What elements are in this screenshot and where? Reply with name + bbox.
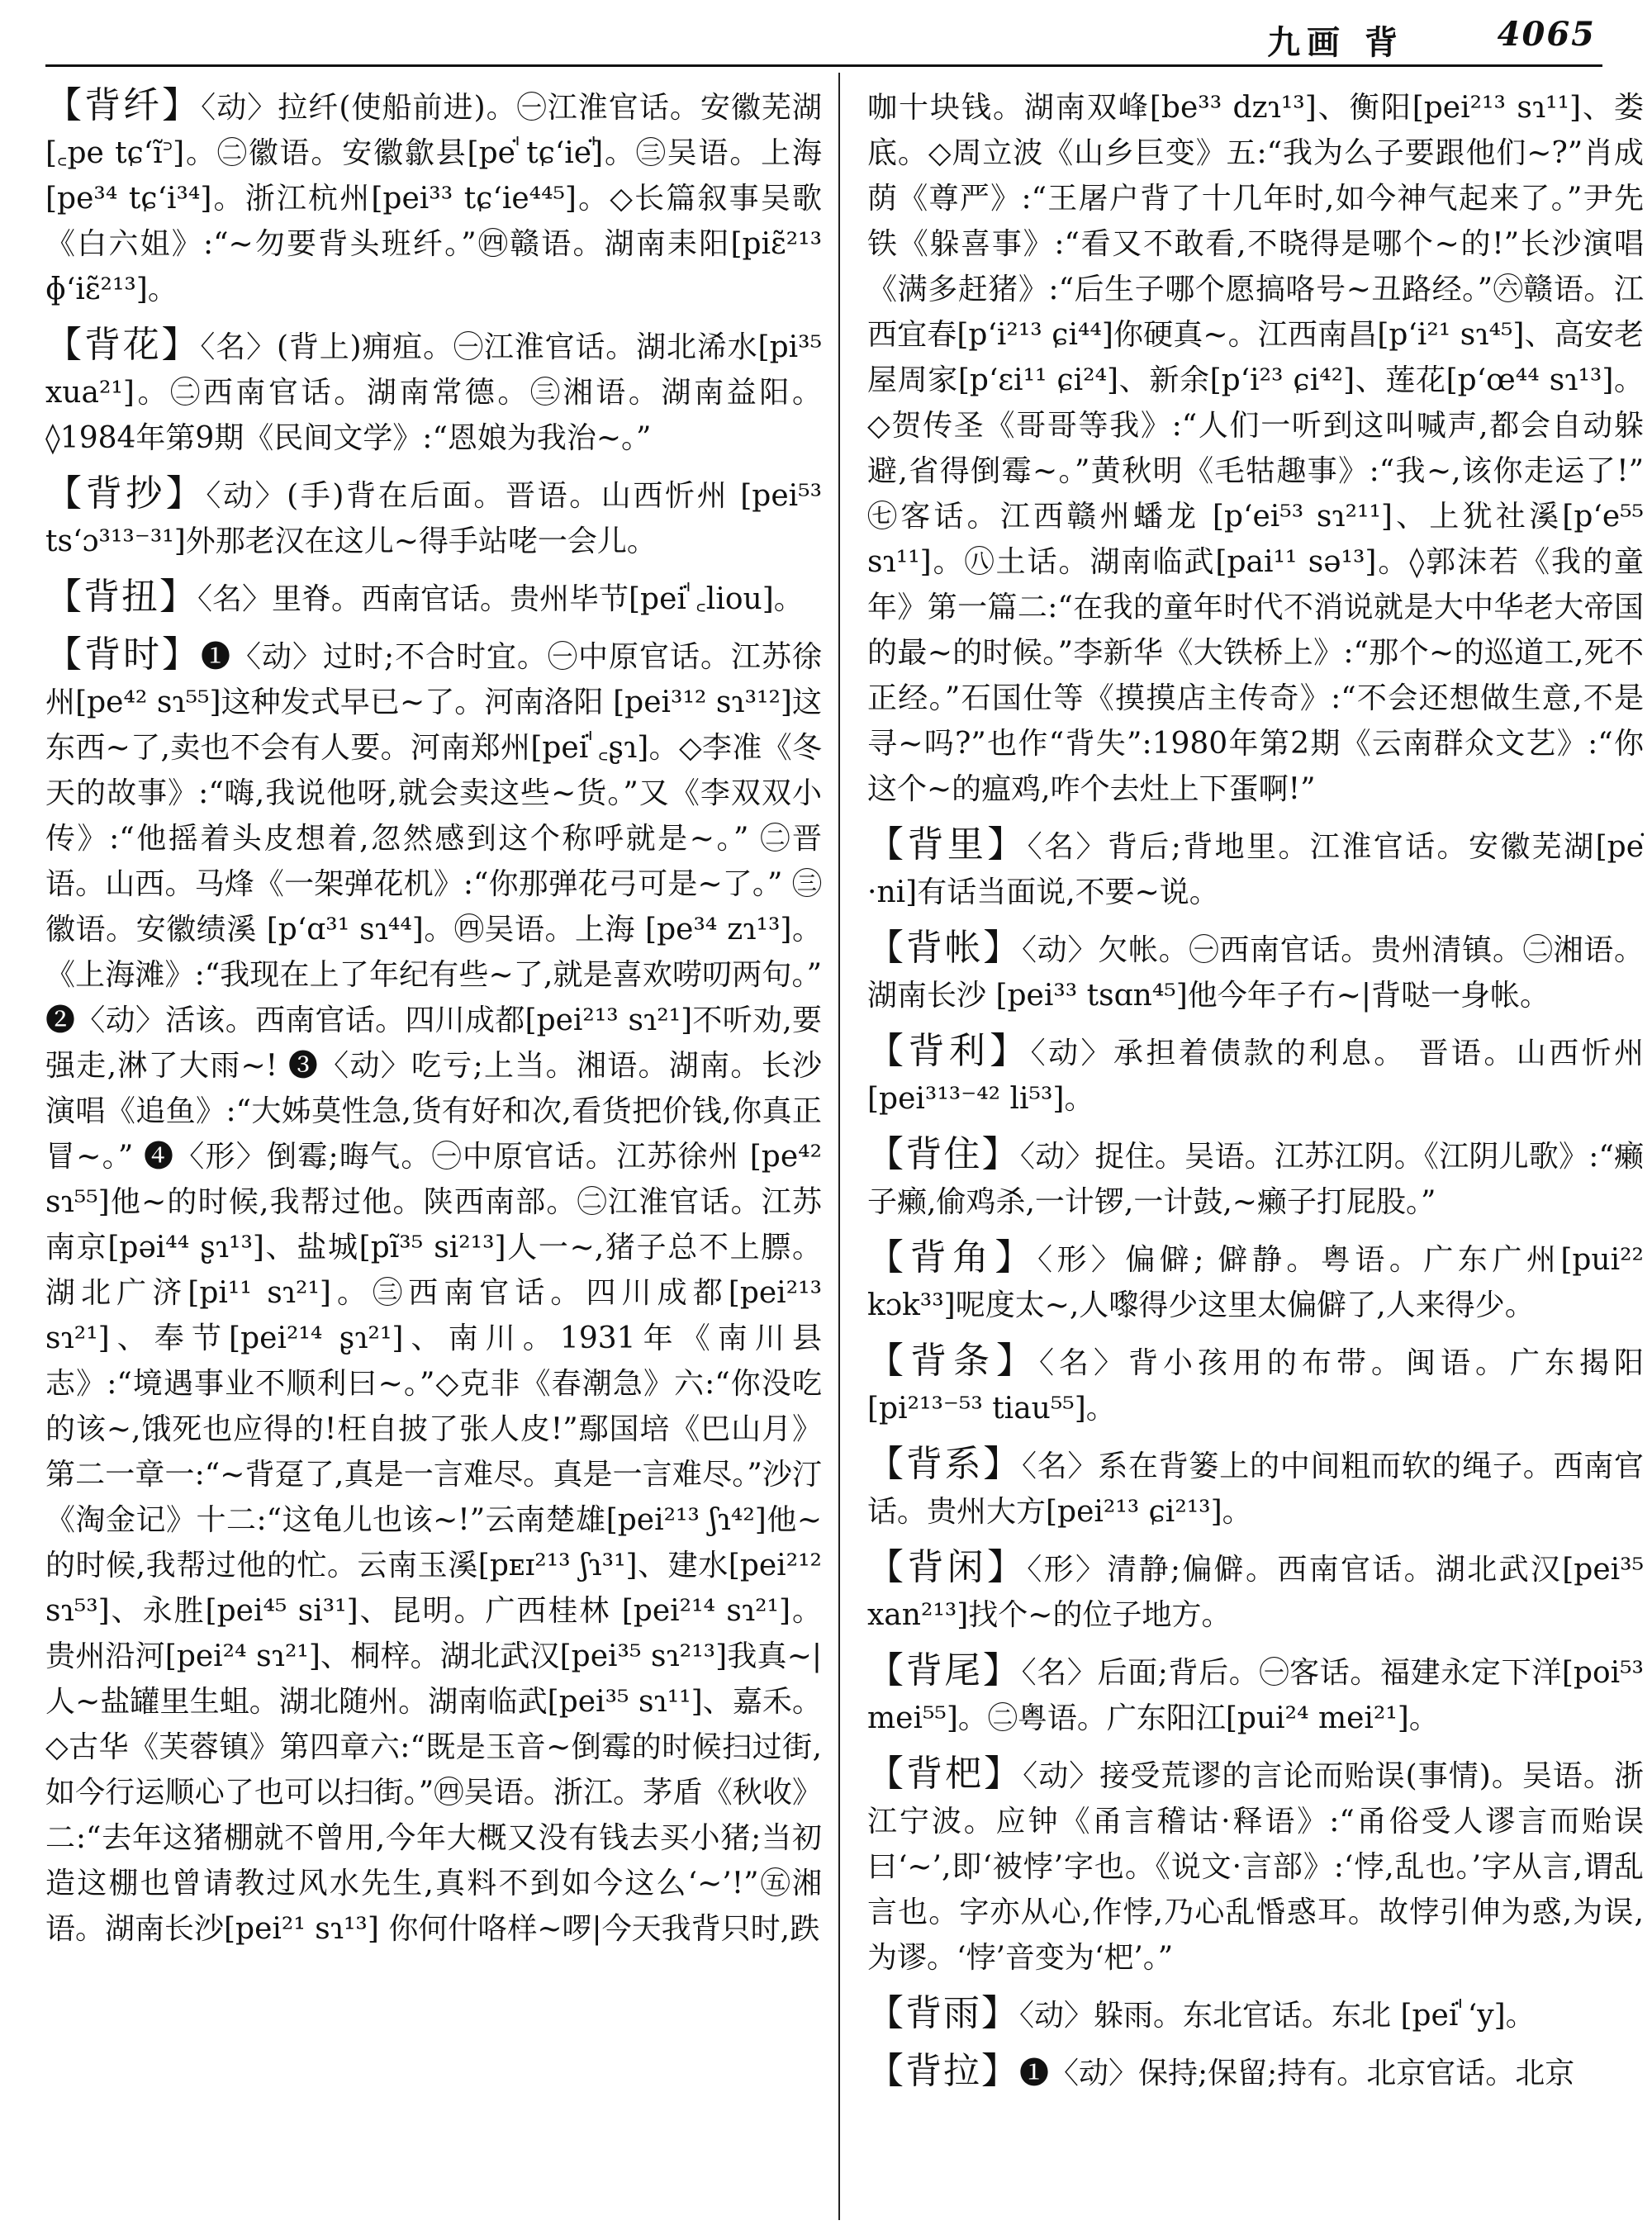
entry-headword: 【背帐】 [867, 927, 1022, 969]
dictionary-entry [867, 925, 1644, 1018]
entry-headword: 【背条】 [867, 1340, 1039, 1382]
column-divider [838, 73, 840, 2220]
dictionary-entry [867, 1132, 1644, 1225]
entry-text: 〈名〉背小孩用的布带。闽语。广东揭阳[pi²¹³⁻⁵³ tiau⁵⁵]。 [867, 1346, 1644, 1426]
dictionary-entry [867, 1990, 1644, 2038]
entry-text: 〈名〉背后;背地里。江淮官话。安徽芜湖[peꜗ ·ni]有话当面说,不要~说。 [867, 830, 1644, 909]
dictionary-entry [45, 83, 822, 312]
entry-text: 〈名〉后面;背后。㊀客话。福建永定下洋[poi⁵³ mei⁵⁵]。㊁粤语。广东阳江[pui²⁴ mei²¹]。 [867, 1656, 1644, 1735]
running-head: 九画 背 [1267, 23, 1404, 62]
page-header [45, 0, 1602, 67]
dictionary-entry [867, 2048, 1644, 2096]
entry-headword: 【背利】 [867, 1030, 1031, 1072]
entry-text: 〈名〉系在背篓上的中间粗而软的绳子。西南官话。贵州大方[pei²¹³ ɕi²¹³]。 [867, 1450, 1644, 1529]
entry-text: 〈动〉躲雨。东北官话。东北 [peiꜗ ‘y]。 [1019, 1999, 1536, 2033]
entry-headword: 【背扭】 [45, 576, 197, 618]
entry-text: 〈动〉(手)背在后面。晋语。山西忻州 [pei⁵³ tsʻɔ³¹³⁻³¹]外那老汉在这儿~得手站咾一会儿。 [45, 479, 822, 558]
entry-text: 〈动〉接受荒谬的言论而贻误(事情)。吴语。浙江宁波。应钟《甬言稽诂·释语》:“甬俗受人谬言而贻误曰‘~’,即‘被悖’字也。《说文·言部》:‘悖,乱也。’字从言,谓乱言也。字亦从心,作悖,乃心乱惛惑耳。故悖引伸为惑,为误,为谬。‘悖’音变为‘杷’。” [867, 1759, 1644, 1975]
entry-text: 〈动〉捉住。吴语。江苏江阴。《江阴儿歌》:“癞子癞,偷鸡杀,一计锣,一计鼓,~癞子打屁股。” [867, 1140, 1644, 1219]
entry-headword: 【背时】 [45, 633, 201, 676]
dictionary-entry [45, 471, 822, 564]
dictionary-entry [45, 322, 822, 461]
entry-headword: 【背里】 [867, 823, 1028, 866]
dictionary-entry [867, 1235, 1644, 1328]
entry-headword: 【背花】 [45, 324, 201, 366]
dictionary-entry [45, 574, 822, 622]
entry-headword: 【背雨】 [867, 1992, 1019, 2034]
entry-text: 咖十块钱。湖南双峰[be³³ dzɿ¹³]、衡阳[pei²¹³ sɿ¹¹]、娄底。◇周立波《山乡巨变》五:“我为么子要跟他们~?”肖成荫《尊严》:“王屠户背了十几年时,如今神气起来了。”尹先铁《躲喜事》:“看又不敢看,不晓得是哪个~的!”长沙演唱《满多赶猪》:“后生子哪个愿搞咯号~丑路经。”㊅赣语。江西宜春[p‘i²¹³ ɕi⁴⁴]你硬真~。江西南昌[p‘i²¹ sɿ⁴⁵]、高安老屋周家[p‘ɛi¹¹ ɕi²⁴]、新余[p‘i²³ ɕi⁴²]、莲花[p‘œ⁴⁴ sɿ¹³]。◇贺传圣《哥哥等我》:“人们一听到这叫喊声,都会自动躲避,省得倒霉~。”黄秋明《毛牯趣事》:“我~,该你走运了!” ㊆客话。江西赣州蟠龙 [p‘ei⁵³ sɿ²¹¹]、上犹社溪[p‘e⁵⁵ sɿ¹¹]。㊇土话。湖南临武[pai¹¹ sə¹³]。◊郭沫若《我的童年》第一篇二:“在我的童年时代不消说就是大中华老大帝国的最~的时候。”李新华《大铁桥上》:“那个~的巡道工,死不正经。”石国仕等《摸摸店主传奇》:“不会还想做生意,不是寻~吗?”也作“背失”:1980年第2期《云南群众文艺》:“你这个~的瘟鸡,咋个去灶上下蛋啊!” [867, 91, 1644, 806]
dictionary-entry [867, 1338, 1644, 1431]
entry-text: 〈动〉欠帐。㊀西南官话。贵州清镇。㊁湘语。湖南长沙 [pei³³ tsɑn⁴⁵]他今年子冇~|背哒一身帐。 [867, 933, 1644, 1013]
entry-text: 〈形〉偏僻; 僻静。粤语。广东广州[pui²² kɔk³³]呢度太~,人嚟得少这里太偏僻了,人来得少。 [867, 1243, 1644, 1322]
entry-text: 〈动〉拉纤(使船前进)。㊀江淮官话。安徽芜湖[꜀pe tɕ‘ĩ꜄]。㊁徽语。安徽歙县[peꜗ tɕ‘ieꜗ]。㊂吴语。上海[pe³⁴ tɕ‘i³⁴]。浙江杭州[pei³³ tɕ‘ie⁴⁴⁵]。◇长篇叙事吴歌《白六姐》:“~勿要背头班纤。”㊃赣语。湖南耒阳[piɛ̃²¹³ ɸ‘iɛ̃²¹³]。 [45, 91, 822, 306]
dictionary-entry [867, 1751, 1644, 1981]
entry-text: ❶〈动〉过时;不合时宜。㊀中原官话。江苏徐州[pe⁴² sɿ⁵⁵]这种发式早已~了。河南洛阳 [pei³¹² sɿ³¹²]这东西~了,卖也不会有人要。河南郑州[peiꜗ ꜀ʂɿ]。◇李准《冬天的故事》:“嗨,我说他呀,就会卖这些~货。”又《李双双小传》:“他摇着头皮想着,忽然感到这个称呼就是~。” ㊁晋语。山西。马烽《一架弹花机》:“你那弹花弓可是~了。” ㊂徽语。安徽绩溪 [p‘ɑ³¹ sɿ⁴⁴]。㊃吴语。上海 [pe³⁴ zɿ¹³]。《上海滩》:“我现在上了年纪有些~了,就是喜欢唠叨两句。” ❷〈动〉活该。西南官话。四川成都[pei²¹³ sɿ²¹]不听劝,要强走,淋了大雨~! ❸〈动〉吃亏;上当。湘语。湖南。长沙演唱《追鱼》:“大姊莫性急,货有好和次,看货把价钱,你真正冒~。” ❹〈形〉倒霉;晦气。㊀中原官话。江苏徐州 [pe⁴² sɿ⁵⁵]他~的时候,我帮过他。陕西南部。㊁江淮官话。江苏南京[pəi⁴⁴ ʂɿ¹³]、盐城[pĩ³⁵ si²¹³]人一~,猪子总不上膘。湖北广济[pi¹¹ sɿ²¹]。㊂西南官话。四川成都[pei²¹³ sɿ²¹]、奉节[pei²¹⁴ ʂɿ²¹]、南川。1931年《南川县志》:“境遇事业不顺利曰~。”◇克非《春潮急》六:“你没吃的该~,饿死也应得的!枉自披了张人皮!”鄢国培《巴山月》第二一章一:“~背趸了,真是一言难尽。真是一言难尽。”沙汀《淘金记》十二:“这龟儿也该~!”云南楚雄[pei²¹³ ʃɿ⁴²]他~的时候,我帮过他的忙。云南玉溪[pᴇɪ²¹³ ʃɿ³¹]、建水[pei²¹² sɿ⁵³]、永胜[pei⁴⁵ si³¹]、昆明。广西桂林 [pei²¹⁴ sɿ²¹]。贵州沿河[pei²⁴ sɿ²¹]、桐梓。湖北武汉[pei³⁵ sɿ²¹³]我真~|人~盐罐里生蛆。湖北随州。湖南临武[pei³⁵ sɿ¹¹]、嘉禾。◇古华《芙蓉镇》第四章六:“既是玉音~倒霉的时候扫过街,如今行运顺心了也可以扫街。”㊃吴语。浙江。茅盾《秋收》二:“去年这猪棚就不曾用,今年大概又没有钱去买小猪;当初造这棚也曾请教过风水先生,真料不到如今这么‘~’!”㊄湘语。湖南长沙[pei²¹ sɿ¹³] 你何什咯样~啰|今天我背只时,跌 [45, 640, 822, 1946]
entry-headword: 【背系】 [867, 1443, 1022, 1485]
dictionary-entry [867, 822, 1644, 915]
dictionary-entry [867, 1648, 1644, 1741]
dictionary-entry [867, 1441, 1644, 1535]
entry-headword: 【背杷】 [867, 1753, 1023, 1795]
dictionary-entry [45, 632, 822, 1952]
right-column [867, 83, 1644, 2213]
entry-text: 〈名〉(背上)痈疽。㊀江淮官话。湖北浠水[pi³⁵ xua²¹]。㊁西南官话。湖南常德。㊂湘语。湖南益阳。◊1984年第9期《民间文学》:“恩娘为我治~。” [45, 330, 822, 455]
entry-text: ❶〈动〉保持;保留;持有。北京官话。北京 [1019, 2057, 1575, 2090]
dictionary-entry [867, 1028, 1644, 1122]
entry-headword: 【背拉】 [867, 2050, 1019, 2092]
entry-headword: 【背纤】 [45, 84, 202, 126]
entry-headword: 【背角】 [867, 1236, 1037, 1279]
entry-headword: 【背闲】 [867, 1546, 1028, 1588]
entry-text: 〈形〉清静;偏僻。西南官话。湖北武汉[pei³⁵ xan²¹³]找个~的位子地方。 [867, 1553, 1644, 1632]
entry-headword: 【背住】 [867, 1133, 1020, 1175]
dictionary-entry [867, 1544, 1644, 1638]
entry-headword: 【背尾】 [867, 1649, 1022, 1691]
entry-text: 〈名〉里脊。西南官话。贵州毕节[peiꜗ ꜀liou]。 [197, 582, 804, 616]
dictionary-entry-continued [867, 83, 1644, 812]
entry-text: 〈动〉承担着债款的利息。 晋语。山西忻州[pei³¹³⁻⁴² li⁵³]。 [867, 1037, 1644, 1116]
page-number: 4065 [1497, 15, 1596, 54]
left-column [45, 83, 822, 2213]
entry-headword: 【背抄】 [45, 472, 206, 515]
